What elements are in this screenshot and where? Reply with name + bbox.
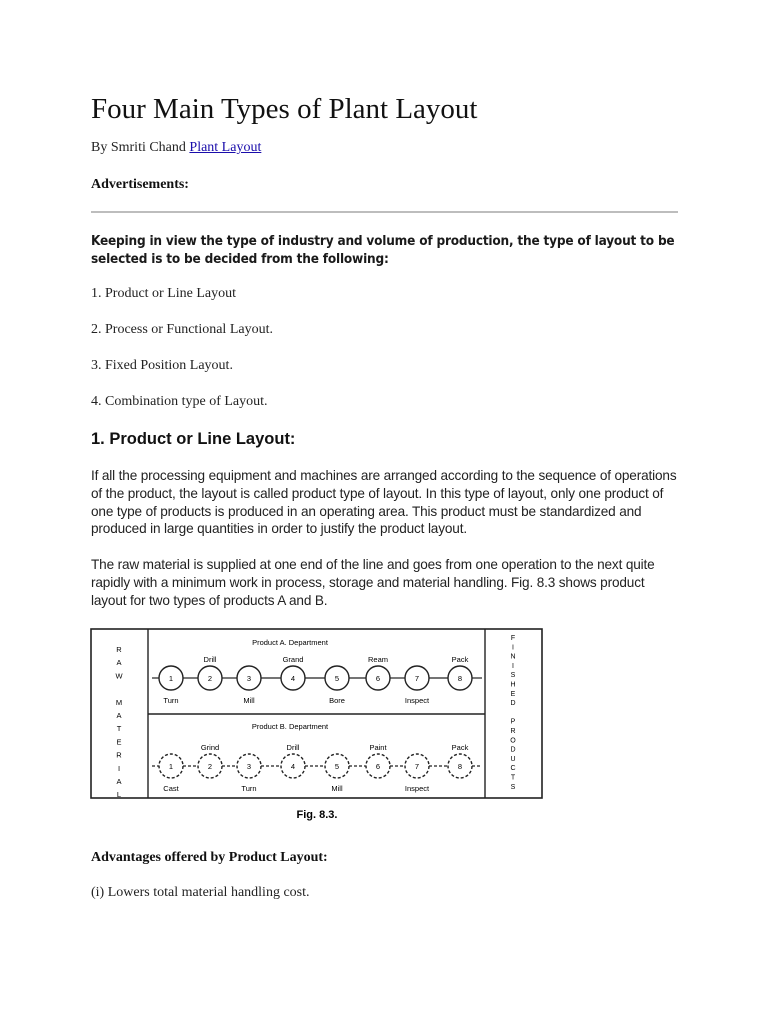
finished-products-letter: I bbox=[512, 644, 514, 652]
operation-node-number: 7 bbox=[414, 674, 420, 683]
finished-products-letter: O bbox=[510, 737, 516, 745]
raw-material-letter: M bbox=[115, 697, 123, 707]
finished-products-letter: D bbox=[510, 746, 516, 754]
finished-products-letter: S bbox=[510, 672, 516, 680]
operation-label: Pack bbox=[451, 743, 469, 752]
operation-node-number: 5 bbox=[334, 674, 340, 683]
finished-products-letter: C bbox=[510, 765, 516, 773]
operation-node-number: 3 bbox=[246, 762, 252, 771]
operation-label: Drill bbox=[203, 655, 217, 664]
dept-a-label: Product A. Department bbox=[252, 638, 328, 647]
finished-products-letter: H bbox=[510, 681, 516, 689]
list-item: 2. Process or Functional Layout. bbox=[91, 322, 273, 337]
operation-label: Inspect bbox=[404, 696, 430, 705]
operation-node-number: 6 bbox=[375, 762, 381, 771]
advantage-item: (i) Lowers total material handling cost. bbox=[91, 885, 310, 900]
divider bbox=[91, 211, 678, 213]
advertisements-label: Advertisements: bbox=[91, 177, 189, 192]
operation-node-number: 3 bbox=[246, 674, 252, 683]
raw-material-letter: R bbox=[116, 750, 122, 760]
operation-node-number: 4 bbox=[290, 762, 296, 771]
operation-label: Grind bbox=[200, 743, 220, 752]
operation-node-number: 8 bbox=[457, 674, 463, 683]
list-item: 3. Fixed Position Layout. bbox=[91, 358, 233, 373]
finished-products-letter: F bbox=[510, 635, 516, 642]
body-paragraph: The raw material is supplied at one end of the line and goes from one operation to the next quite rapidly with a minimum work in process, storage and material handling. Fig. 8.3 shows product layout for two types of products A and B. bbox=[91, 557, 655, 608]
list-item: 1. Product or Line Layout bbox=[91, 286, 237, 301]
operation-label: Mill bbox=[331, 784, 343, 793]
category-link[interactable]: Plant Layout bbox=[189, 140, 262, 155]
operation-node-number: 5 bbox=[334, 762, 340, 771]
section-heading: 1. Product or Line Layout: bbox=[91, 430, 296, 448]
raw-material-letter: E bbox=[116, 737, 122, 747]
advantages-heading: Advantages offered by Product Layout: bbox=[91, 850, 328, 865]
list-item: 4. Combination type of Layout. bbox=[91, 394, 268, 409]
operation-node-number: 2 bbox=[207, 762, 213, 771]
operation-label: Grand bbox=[282, 655, 304, 664]
operation-label: Mill bbox=[243, 696, 255, 705]
dept-b-label: Product B. Department bbox=[251, 722, 329, 731]
raw-material-letter: A bbox=[116, 711, 122, 720]
page-title: Four Main Types of Plant Layout bbox=[91, 93, 478, 125]
operation-node-number: 7 bbox=[414, 762, 420, 771]
raw-material-letter: T bbox=[116, 724, 122, 734]
finished-products-letter: S bbox=[510, 783, 516, 791]
operation-label: Pack bbox=[451, 655, 469, 664]
raw-material-letter: L bbox=[116, 790, 122, 800]
operation-node-number: 4 bbox=[290, 674, 296, 683]
author-name: By Smriti Chand bbox=[91, 140, 186, 155]
raw-material-letter: W bbox=[115, 671, 123, 681]
finished-products-letter: E bbox=[510, 690, 516, 698]
operation-node-number: 6 bbox=[375, 674, 381, 683]
intro-paragraph: Keeping in view the type of industry and volume of production, the type of layout to be selected is to be decided from the following: bbox=[91, 233, 675, 267]
operation-label: Paint bbox=[369, 743, 387, 752]
operation-label: Inspect bbox=[404, 784, 430, 793]
operation-node-number: 8 bbox=[457, 762, 463, 771]
operation-label: Turn bbox=[241, 784, 257, 793]
operation-node-number: 1 bbox=[168, 674, 174, 683]
byline bbox=[91, 140, 261, 156]
raw-material-letter: A bbox=[116, 777, 122, 786]
operation-label: Cast bbox=[163, 784, 179, 793]
finished-products-letter: P bbox=[510, 718, 516, 726]
raw-material-letter: A bbox=[116, 658, 122, 668]
product-layout-figure bbox=[90, 628, 545, 826]
finished-products-letter: D bbox=[510, 700, 516, 708]
operation-node-number: 2 bbox=[207, 674, 213, 683]
finished-products-letter: I bbox=[512, 662, 514, 670]
figure-caption: Fig. 8.3. bbox=[296, 809, 338, 821]
raw-material-letter: I bbox=[117, 763, 121, 773]
finished-products-letter: U bbox=[510, 755, 516, 763]
operation-label: Ream bbox=[367, 655, 389, 664]
finished-products-letter: N bbox=[510, 653, 516, 661]
raw-material-letter: R bbox=[116, 645, 122, 654]
operation-node-number: 1 bbox=[168, 762, 174, 771]
operation-label: Drill bbox=[286, 743, 300, 752]
finished-products-letter: T bbox=[510, 774, 516, 782]
body-paragraph: If all the processing equipment and machines are arranged according to the sequence of operations of the product, the layout is called product type of layout. In this type of layout, only one product of one type of products is produced in an operating area. This product must be standardized and produced in large quantities in order to justify the product layout. bbox=[91, 468, 677, 537]
finished-products-letter: R bbox=[510, 728, 516, 735]
operation-label: Turn bbox=[163, 696, 179, 705]
operation-label: Bore bbox=[329, 696, 345, 705]
